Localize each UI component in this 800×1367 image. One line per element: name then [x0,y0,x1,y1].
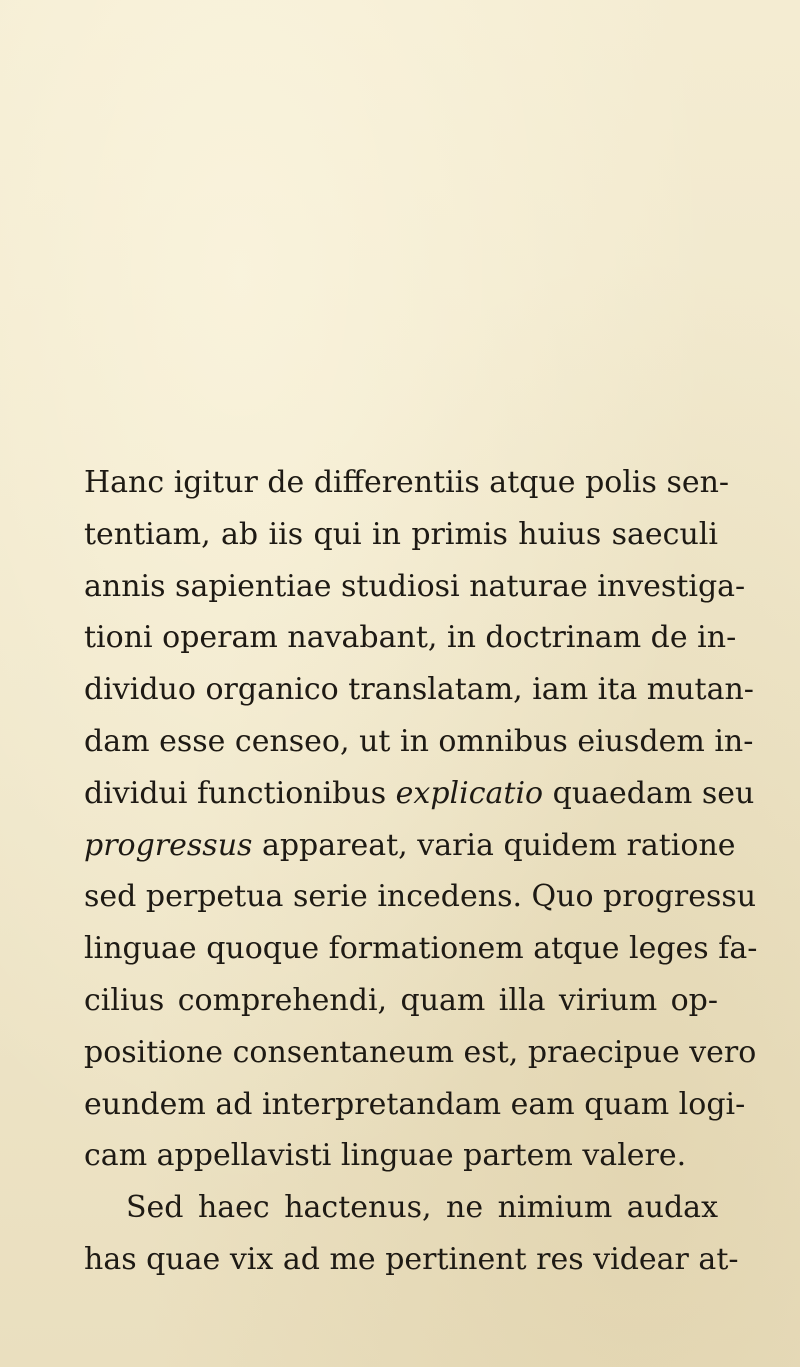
text-line: eundem ad interpretandam eam quam logi- [84,1086,746,1122]
text-line: cilius comprehendi, quam illa virium op- [84,982,718,1018]
text-line: Hanc igitur de differentiis atque polis sen- [84,465,730,500]
text-line: dividuo organico translatam, iam ita mutan- [84,672,754,708]
text-run: dividui functionibus [84,775,396,811]
italic-term: explicatio [395,775,544,811]
body-text [84,457,758,1286]
text-line [84,768,755,820]
text-line: has quae vix ad me pertinent res videar at- [84,1241,739,1277]
text-line: dam esse censeo, ut in omnibus eiusdem in- [84,723,754,759]
text-line: sed perpetua serie incedens. Quo progressu [84,879,757,915]
text-line: tentiam, ab iis qui in primis huius saeculi [84,516,718,552]
text-line: positione consentaneum est, praecipue vero [84,1034,757,1070]
text-line [84,820,736,872]
text-line: annis sapientiae studiosi naturae investiga- [84,568,746,604]
italic-term: progressus [84,827,253,863]
text-run: quaedam seu [543,775,755,811]
text-line: linguae quoque formationem atque leges fa- [84,931,758,967]
text-run: appareat, varia quidem ratione [252,827,736,863]
text-line: cam appellavisti linguae partem valere. [84,1138,687,1174]
text-line: tioni operam navabant, in doctrinam de in- [84,620,737,656]
text-line: Sed haec hactenus, ne nimium audax [126,1190,718,1226]
